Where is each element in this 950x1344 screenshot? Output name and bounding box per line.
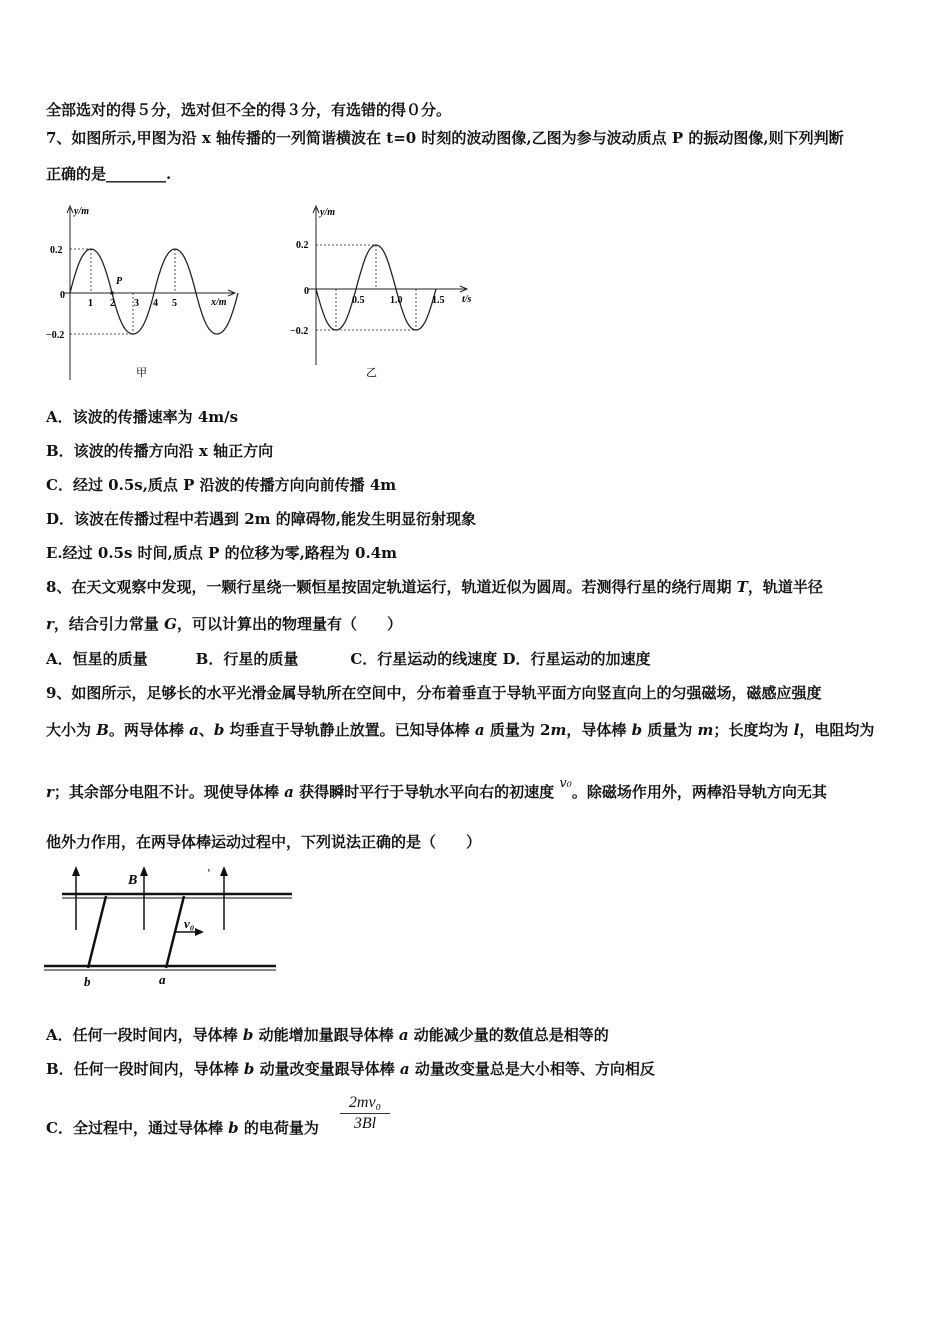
q9-stem-line2: 大小为 B。两导体棒 a、b 均垂直于导轨静止放置。已知导体棒 a 质量为 2m，导体棒 b 质量为 m；长度均为 l，电阻均为 bbox=[46, 721, 875, 739]
point-p-label: P bbox=[116, 276, 123, 287]
charge-fraction bbox=[340, 1094, 390, 1133]
field-label-b: B bbox=[128, 873, 138, 888]
y-tick-pos: 0.2 bbox=[50, 245, 63, 256]
q9-stem-line1: 9、如图所示，足够长的水平光滑金属导轨所在空间中，分布着垂直于导轨平面方向竖直向上的匀强磁场，磁感应强度 bbox=[46, 684, 822, 702]
t-tick: 0.5 bbox=[352, 295, 365, 306]
q8-options bbox=[46, 649, 651, 669]
scoring-note: 全部选对的得５分，选对但不全的得３分，有选错的得０分。 bbox=[46, 101, 452, 119]
t-tick: 1.0 bbox=[390, 295, 403, 306]
v0-symbol: v₀ bbox=[559, 776, 572, 791]
x-tick: 2 bbox=[110, 298, 115, 309]
q9-option-a: A．任何一段时间内，导体棒 b 动能增加量跟导体棒 a 动能减少量的数值总是相等的 bbox=[46, 1026, 609, 1044]
q8-stem-line2: r，结合引力常量 G，可以计算出的物理量有（ ） bbox=[46, 615, 402, 633]
q7-option-e: E.经过 0.5s 时间,质点 P 的位移为零,路程为 0.4m bbox=[46, 544, 397, 562]
vibration-graph-yi bbox=[286, 200, 486, 385]
y-tick-neg: −0.2 bbox=[46, 330, 65, 341]
y-axis-label: y/m bbox=[74, 206, 89, 217]
point-p bbox=[110, 291, 114, 295]
q9-stem-line3: r；其余部分电阻不计。现使导体棒 a 获得瞬时平行于导轨水平向右的初速度 v₀。除磁场作用外，两棒沿导轨方向无其 bbox=[46, 776, 827, 801]
x-tick: 1 bbox=[88, 298, 93, 309]
x-tick: 3 bbox=[134, 298, 139, 309]
x-axis-label: t/s bbox=[462, 294, 472, 305]
wave-curve bbox=[70, 249, 238, 334]
q7-option-b: B．该波的传播方向沿 x 轴正方向 bbox=[46, 442, 274, 460]
q8-option-b: B．行星的质量 bbox=[195, 650, 299, 668]
fraction-numerator: 2mv₀ bbox=[340, 1094, 390, 1114]
x-tick: 5 bbox=[172, 298, 177, 309]
origin-label: 0 bbox=[304, 286, 309, 297]
origin-label: 0 bbox=[60, 290, 65, 301]
figure-caption: 甲 bbox=[136, 367, 147, 379]
rails-diagram bbox=[44, 860, 294, 990]
q8-stem-line1: 8、在天文观察中发现，一颗行星绕一颗恒星按固定轨道运行，轨道近似为圆周。若测得行星的绕行周期 T，轨道半径 bbox=[46, 578, 823, 596]
y-tick-pos: 0.2 bbox=[296, 240, 309, 251]
rod-b-label: b bbox=[84, 974, 91, 989]
y-axis-label: y/m bbox=[320, 207, 335, 218]
q7-stem-line1: 7、如图所示,甲图为沿 x 轴传播的一列简谐横波在 t=0 时刻的波动图像,乙图为参与波动质点 P 的振动图像,则下列判断 bbox=[46, 129, 844, 147]
t-tick: 1.5 bbox=[432, 295, 445, 306]
q9-option-c: C．全过程中，通过导体棒 b 的电荷量为 bbox=[46, 1119, 319, 1137]
rod-a-label: a bbox=[159, 972, 166, 987]
q8-option-cd: C．行星运动的线速度 D．行星运动的加速度 bbox=[350, 650, 651, 668]
x-axis-label: x/m bbox=[211, 297, 227, 308]
q8-option-a: A．恒星的质量 bbox=[46, 650, 148, 668]
field-tick: ᵋ bbox=[208, 866, 211, 876]
velocity-label: v₀ bbox=[184, 916, 195, 931]
rod-b bbox=[88, 896, 106, 968]
fraction-denominator: 3Bl bbox=[353, 1115, 377, 1132]
q7-option-c: C．经过 0.5s,质点 P 沿波的传播方向向前传播 4m bbox=[46, 476, 397, 494]
figure-caption: 乙 bbox=[366, 367, 377, 379]
q9-option-b: B．任何一段时间内，导体棒 b 动量改变量跟导体棒 a 动量改变量总是大小相等、方向相反 bbox=[46, 1060, 655, 1078]
wave-graph-jia bbox=[44, 200, 244, 385]
y-tick-neg: −0.2 bbox=[290, 326, 309, 337]
q9-stem-line4: 他外力作用，在两导体棒运动过程中，下列说法正确的是（ ） bbox=[46, 833, 482, 851]
q7-option-d: D．该波在传播过程中若遇到 2m 的障碍物,能发生明显衍射现象 bbox=[46, 510, 476, 528]
q7-option-a: A．该波的传播速率为 4m/s bbox=[46, 408, 239, 426]
x-tick: 4 bbox=[153, 298, 158, 309]
q7-stem-line2: 正确的是________. bbox=[46, 165, 172, 183]
